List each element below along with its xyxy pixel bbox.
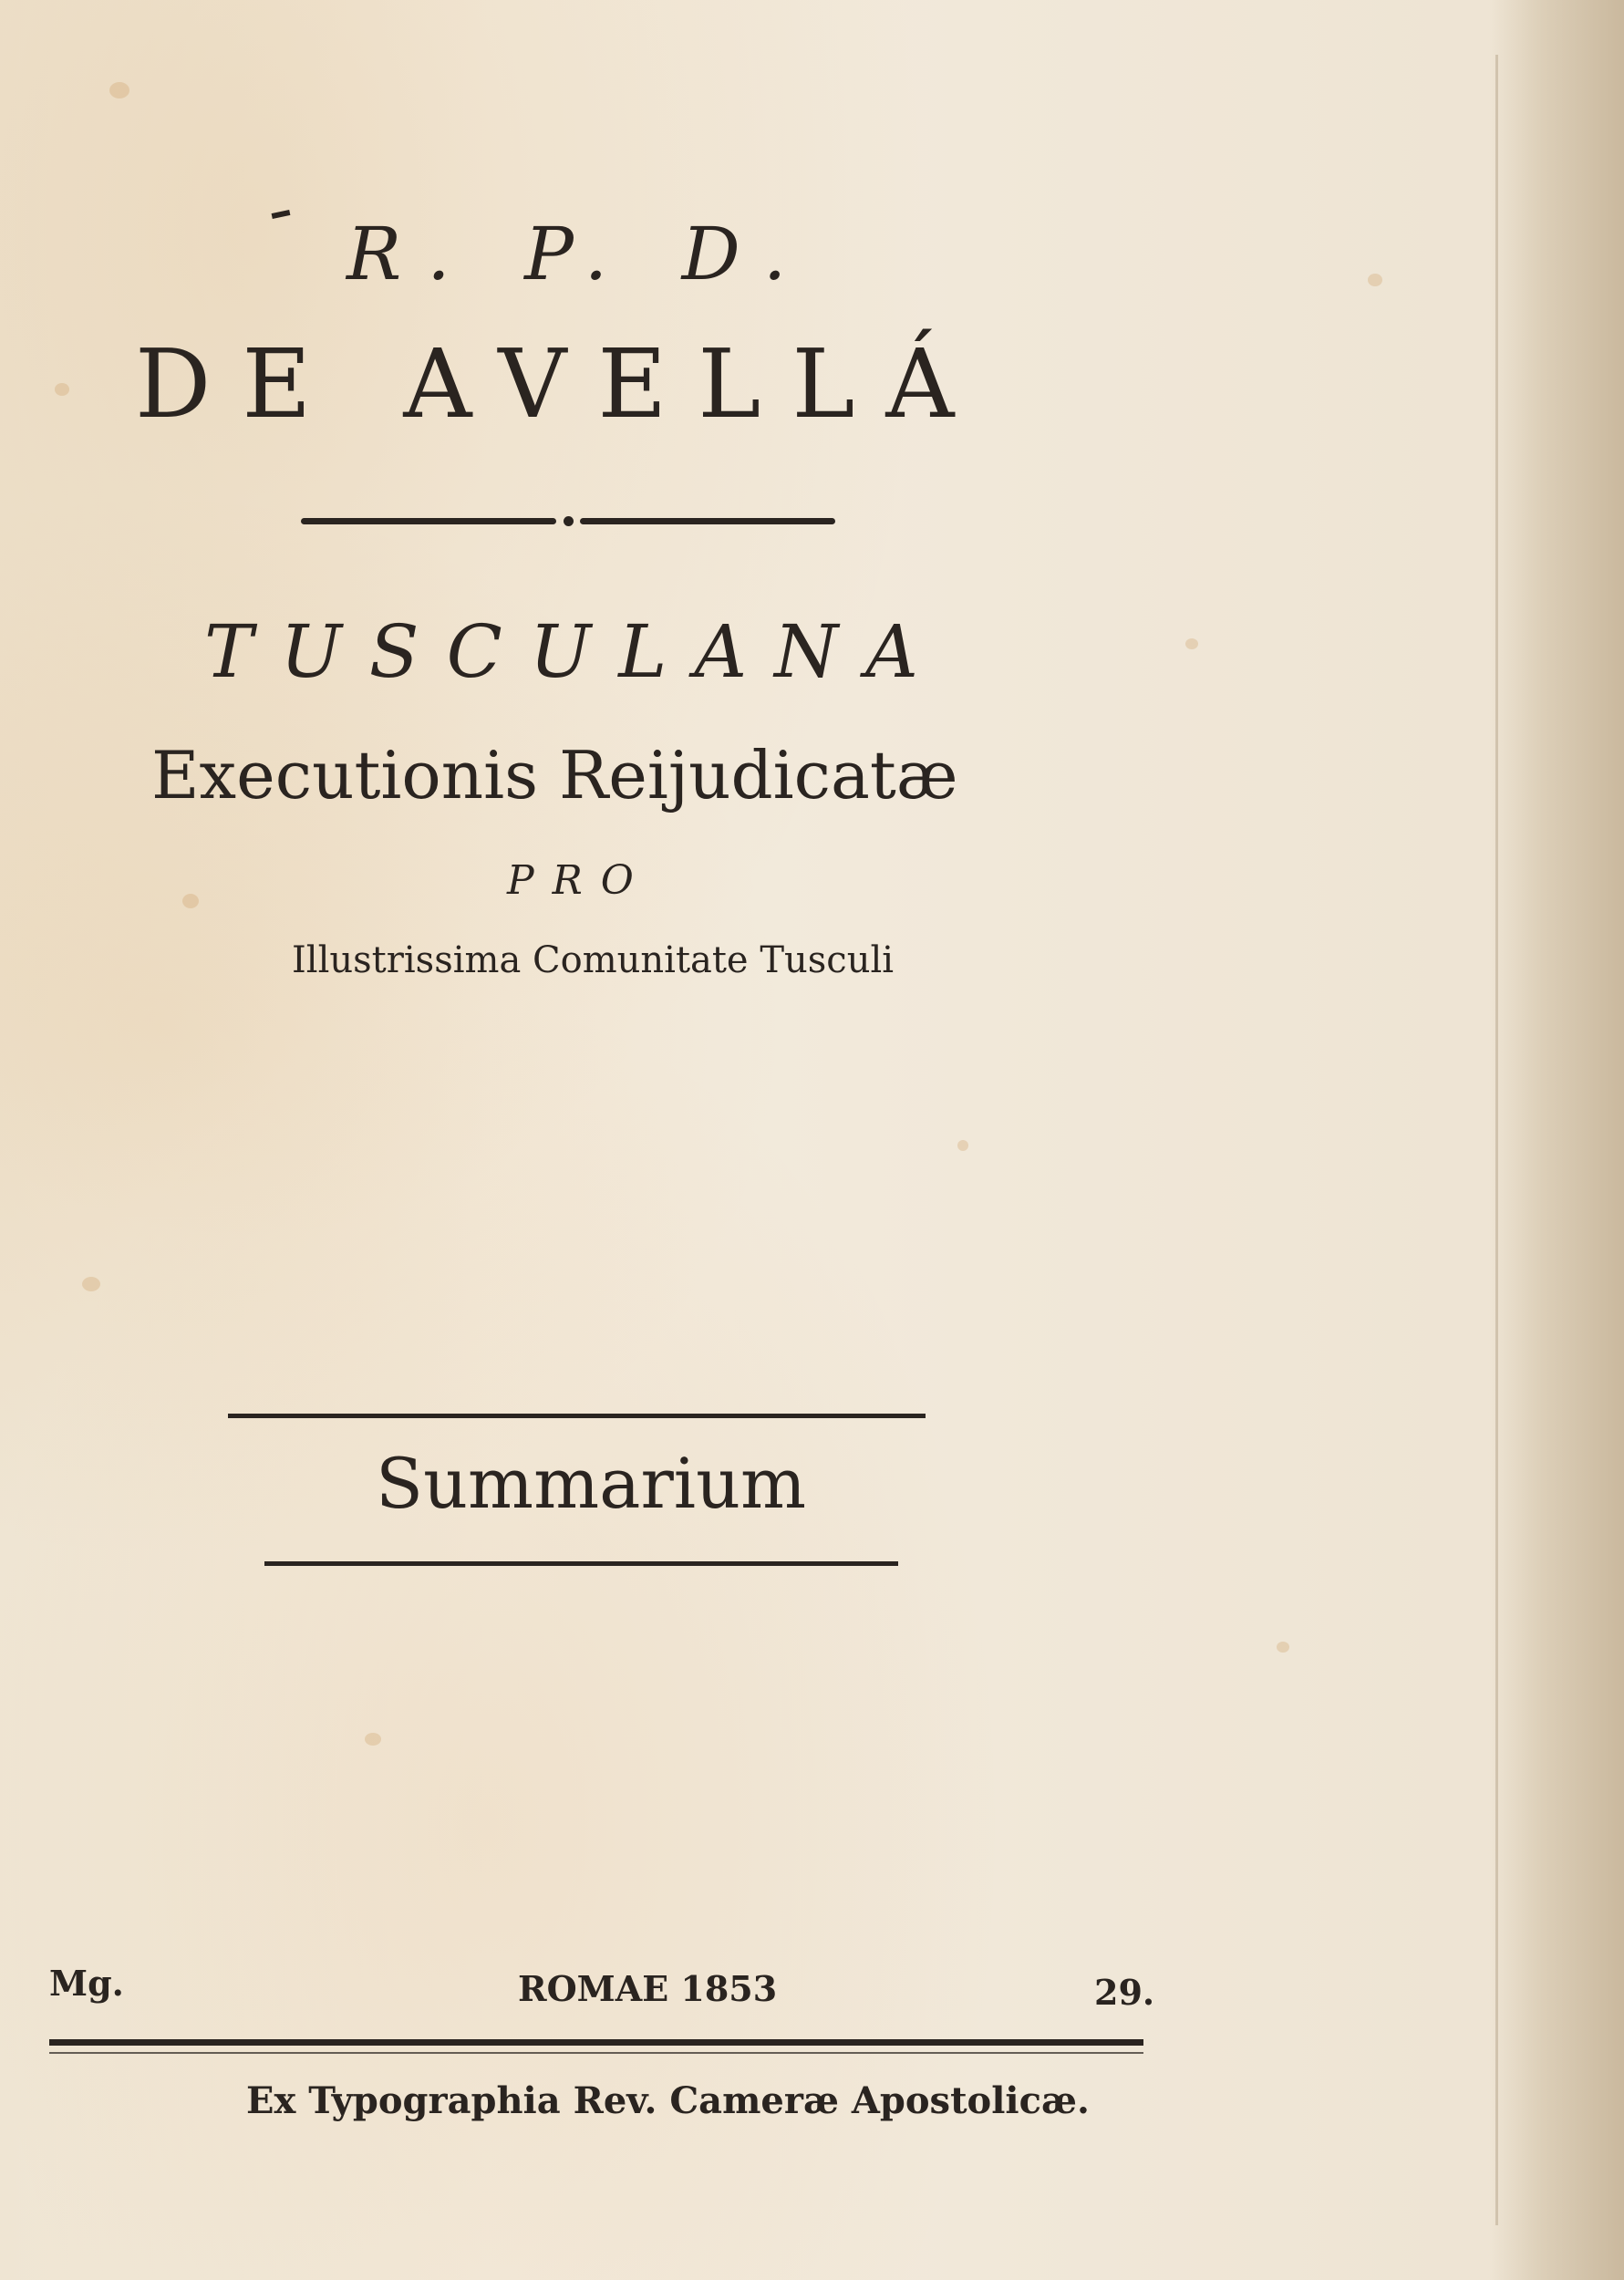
foxing-spot <box>365 1733 381 1746</box>
foxing-spot <box>182 894 199 908</box>
foxing-spot <box>1185 638 1198 649</box>
case-pro: PRO <box>507 857 652 904</box>
footer-place-date: ROMAE 1853 <box>518 1968 778 2009</box>
ornamental-rule-dot <box>564 516 574 526</box>
footer-page-number: 29. <box>1094 1972 1155 2013</box>
case-party: Illustrissima Comunitate Tusculi <box>292 939 895 981</box>
foxing-spot <box>957 1140 968 1151</box>
ink-mark <box>272 210 291 219</box>
summarium-rule-top <box>228 1414 926 1418</box>
foxing-spot <box>1277 1642 1289 1653</box>
case-title: TUSCULANA <box>204 609 946 694</box>
summarium-rule-bottom <box>264 1561 898 1566</box>
foxing-spot <box>55 383 69 396</box>
foxing-spot <box>82 1277 100 1291</box>
section-title: Summarium <box>376 1443 807 1524</box>
heading-abbrev: R. P. D. <box>347 212 812 296</box>
ornamental-rule-left <box>301 518 556 524</box>
footer-signature-mark: Mg. <box>49 1963 124 2004</box>
footer-rule-thick <box>49 2039 1143 2046</box>
ornamental-rule-right <box>580 518 835 524</box>
case-subject: Executionis Reijudicatæ <box>151 737 958 814</box>
heading-name: DE AVELLÁ <box>135 328 986 440</box>
printer-imprint: Ex Typographia Rev. Cameræ Apostolicæ. <box>246 2079 1090 2122</box>
footer-rule-thin <box>49 2052 1143 2054</box>
foxing-spot <box>109 82 129 98</box>
page-fold <box>1495 55 1498 2225</box>
page-edge-shadow <box>1491 0 1624 2280</box>
foxing-spot <box>1368 274 1382 286</box>
